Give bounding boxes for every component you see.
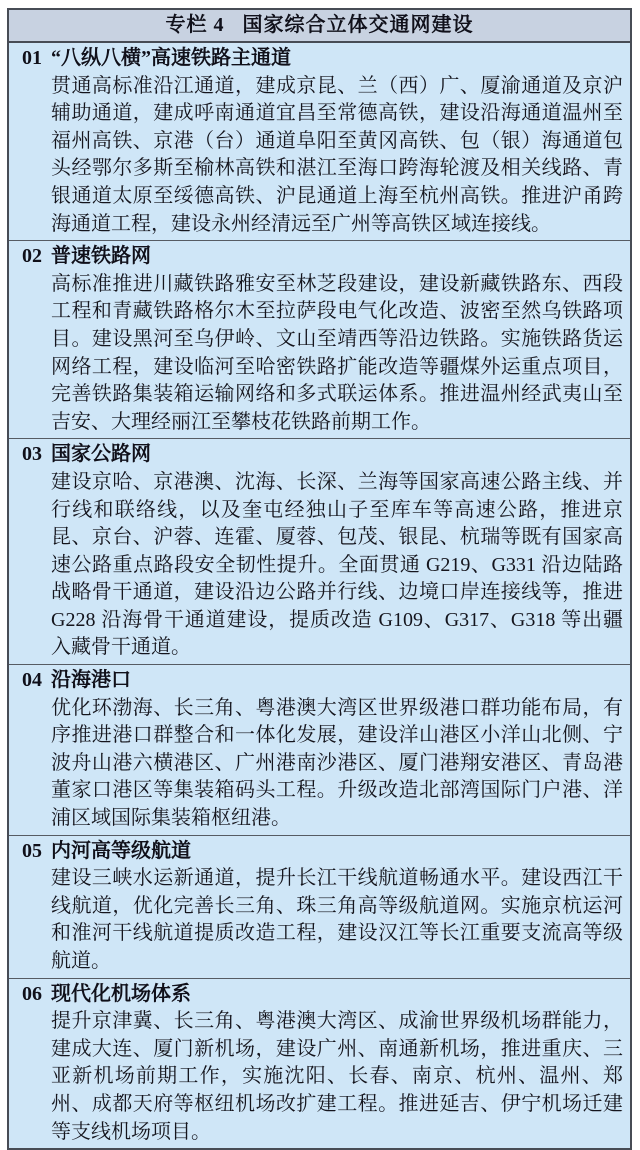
section-heading-row xyxy=(16,243,623,271)
section-title: 现代化机场体系 xyxy=(51,982,191,1005)
section-05 xyxy=(9,835,630,978)
section-title: 沿海港口 xyxy=(51,669,131,692)
section-body-text: 贯通高标准沿江通道，建成京昆、兰（西）广、厦渝通道及京沪辅助通道，建成呼南通道宜昌至常德高铁，建设沿海通道温州至福州高铁、京港（台）通道阜阳至黄冈高铁、包（银）海通道包头经鄂尔多斯至榆林高铁和湛江至海口跨海轮渡及相关线路、青银通道太原至绥德高铁、沪昆通道上海至杭州高铁。推进沪甬跨海通道工程，建设永州经清远至广州等高铁区域连接线。 xyxy=(51,74,623,235)
section-title: “八纵八横”高速铁路主通道 xyxy=(51,47,291,69)
section-heading-row xyxy=(16,45,623,73)
section-title: 内河高等级航道 xyxy=(51,839,191,862)
section-number: 02 xyxy=(22,245,42,268)
section-heading-row xyxy=(16,441,623,469)
section-body-text: 提升京津冀、长三角、粤港澳大湾区、成渝世界级机场群能力，建成大连、厦门新机场，建设广州、南通新机场，推进重庆、三亚新机场前期工作，实施沈阳、长春、南京、杭州、温州、郑州、成都天府等枢纽机场改扩建工程。推进延吉、伊宁机场迁建等支线机场项目。 xyxy=(51,1010,623,1143)
panel-title xyxy=(9,10,630,43)
sections-list xyxy=(9,43,630,1148)
section-06 xyxy=(9,978,630,1149)
section-body-text: 建设京哈、京港澳、沈海、长深、兰海等国家高速公路主线、并行线和联络线，以及奎屯经独山子至库车等高速公路，推进京昆、京台、沪蓉、连霍、厦蓉、包茂、银昆、杭瑞等既有国家高速公路重点路段安全韧性提升。全面贯通 G219、G331 沿边陆路战略骨干通道，建设沿边公路并行线、边境口岸连接线等，推进 G228 沿海骨干通道建设，提质改造 G109、G317、G318 等出疆入藏骨干通道。 xyxy=(51,470,623,659)
panel-title-text: 国家综合立体交通网建设 xyxy=(242,14,474,36)
section-04 xyxy=(9,664,630,835)
section-03 xyxy=(9,438,630,664)
section-number: 03 xyxy=(22,443,42,466)
section-number: 05 xyxy=(22,839,42,862)
panel-title-label: 专栏 4 xyxy=(165,14,225,36)
section-title: 普速铁路网 xyxy=(51,245,151,268)
section-body-text: 优化环渤海、长三角、粤港澳大湾区世界级港口群功能布局，有序推进港口群整合和一体化发展，建设洋山港区小洋山北侧、宁波舟山港六横港区、广州港南沙港区、厦门港翔安港区、青岛港董家口港区等集装箱码头工程。升级改造北部湾国际门户港、洋浦区域国际集装箱枢纽港。 xyxy=(51,696,623,830)
section-heading-row xyxy=(16,667,623,695)
section-number: 01 xyxy=(22,47,42,69)
column-box-panel xyxy=(7,8,632,1150)
section-title: 国家公路网 xyxy=(51,443,151,466)
section-01 xyxy=(9,43,630,240)
section-heading-row xyxy=(16,981,623,1009)
section-body-text: 建设三峡水运新通道，提升长江干线航道畅通水平。建设西江干线航道，优化完善长三角、珠三角高等级航道网。实施京杭运河和淮河干线航道提质改造工程，建设汉江等长江重要支流高等级航道。 xyxy=(51,867,623,972)
section-02 xyxy=(9,240,630,438)
section-body-text: 高标准推进川藏铁路雅安至林芝段建设，建设新藏铁路东、西段工程和青藏铁路格尔木至拉萨段电气化改造、波密至然乌铁路项目。建设黑河至乌伊岭、文山至靖西等沿边铁路。实施铁路货运网络工程，建设临河至哈密铁路扩能改造等疆煤外运重点项目，完善铁路集装箱运输网络和多式联运体系。推进温州经武夷山至吉安、大理经丽江至攀枝花铁路前期工作。 xyxy=(51,272,623,433)
section-number: 06 xyxy=(22,982,42,1005)
section-number: 04 xyxy=(22,669,42,692)
section-heading-row xyxy=(16,838,623,866)
